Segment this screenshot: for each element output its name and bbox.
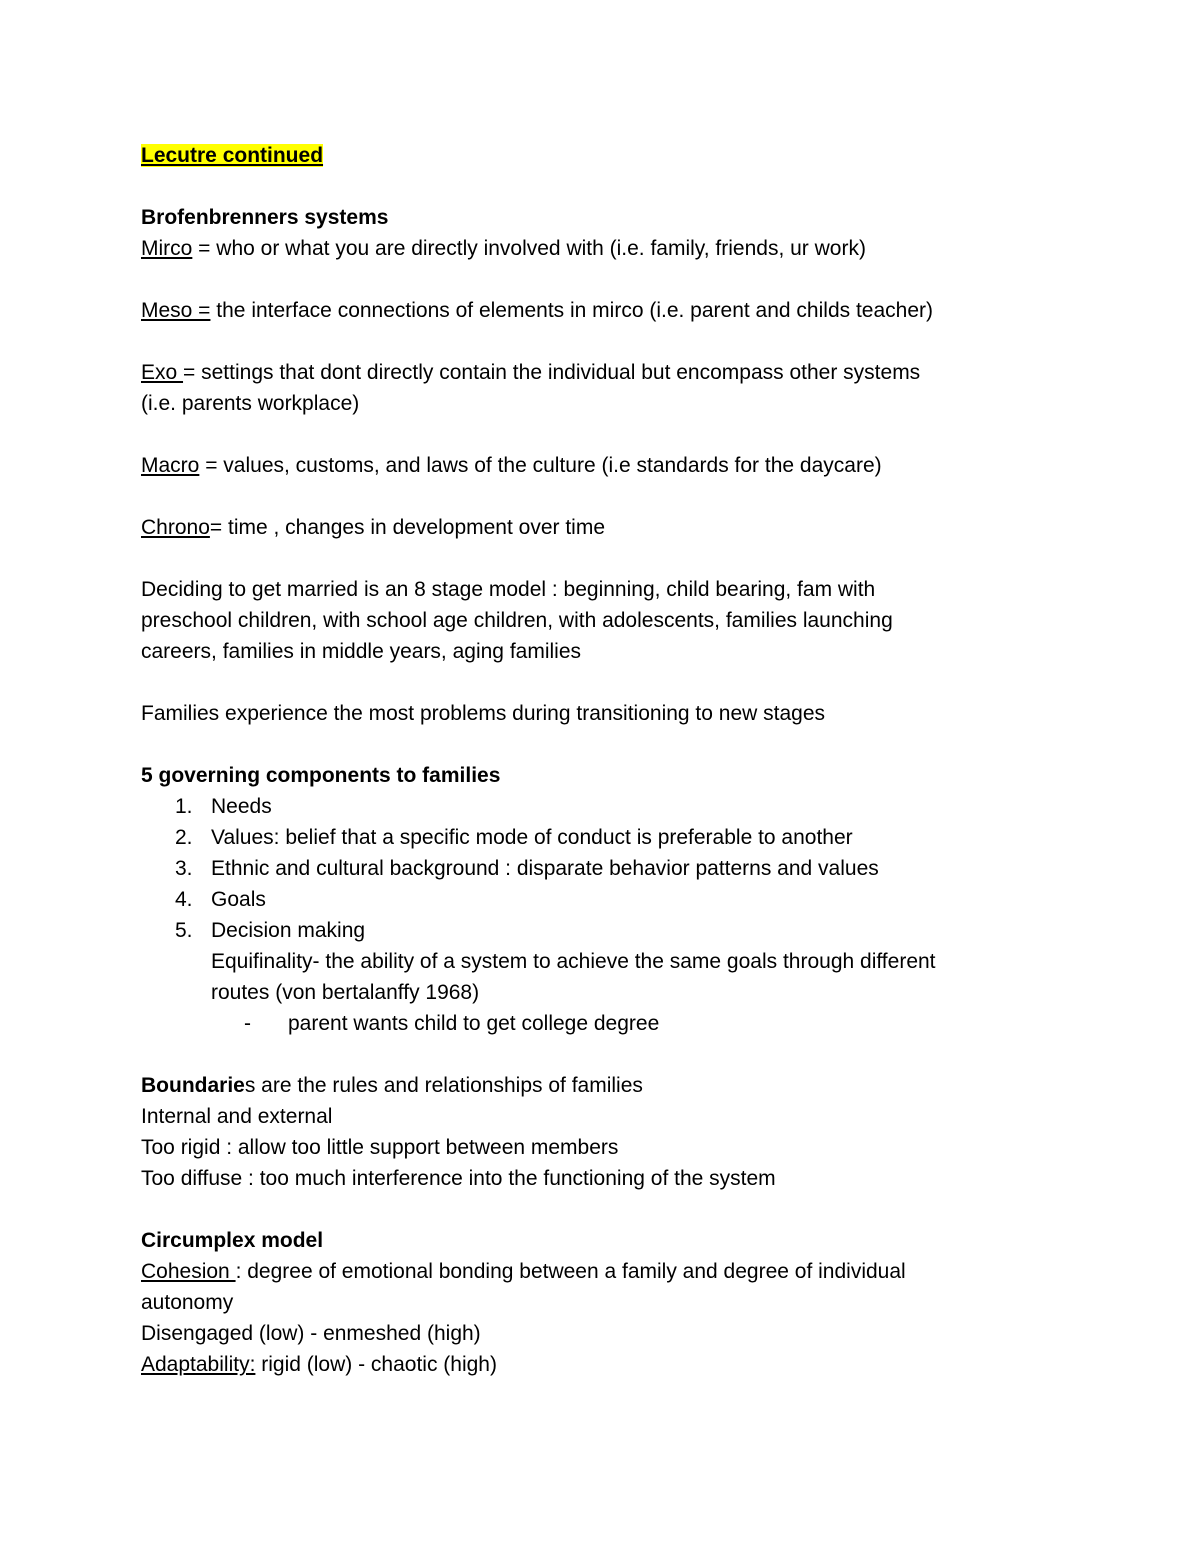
boundaries-line [141, 1070, 1081, 1101]
boundaries-line-4: Too diffuse : too much interference into the functioning of the system [141, 1167, 776, 1190]
micro-line [141, 233, 1081, 264]
dash-bullet-item [141, 1008, 1081, 1039]
chrono-text: = time , changes in development over time [209, 516, 606, 539]
adaptability-text: rigid (low) - chaotic (high) [255, 1353, 497, 1376]
transition-line: Families experience the most problems during transitioning to new stages [141, 702, 826, 725]
list-number: 5. [175, 919, 193, 942]
cohesion-line-2: autonomy [141, 1291, 234, 1314]
list-number: 1. [175, 795, 193, 818]
stages-line-3: careers, families in middle years, aging families [141, 640, 582, 663]
list-number: 4. [175, 888, 193, 911]
cohesion-line [141, 1256, 1081, 1287]
dash-marker: - [244, 1012, 251, 1035]
list-text: Needs [211, 795, 272, 818]
list-item [141, 915, 1081, 946]
adaptability-term: Adaptability: [141, 1353, 256, 1376]
list-item [141, 853, 1081, 884]
bronfenbrenner-heading: Brofenbrenners systems [141, 206, 389, 229]
chrono-line [141, 512, 1081, 543]
equifinality-line-1: Equifinality- the ability of a system to achieve the same goals through different [211, 950, 936, 973]
dash-bullet-text: parent wants child to get college degree [288, 1012, 660, 1035]
exo-line [141, 357, 1081, 388]
equifinality-line-2: routes (von bertalanffy 1968) [211, 981, 480, 1004]
circumplex-heading: Circumplex model [141, 1229, 324, 1252]
list-item [141, 822, 1081, 853]
list-text: Decision making [211, 919, 366, 942]
list-item [141, 884, 1081, 915]
list-text: Values: belief that a specific mode of conduct is preferable to another [211, 826, 853, 849]
list-number: 3. [175, 857, 193, 880]
macro-text: = values, customs, and laws of the culture (i.e standards for the daycare) [199, 454, 882, 477]
title-highlight: Lecutre continued [141, 144, 324, 167]
cohesion-text: : degree of emotional bonding between a family and degree of individual [235, 1260, 906, 1283]
list-number: 2. [175, 826, 193, 849]
meso-text: the interface connections of elements in mirco (i.e. parent and childs teacher) [210, 299, 933, 322]
document-body [141, 140, 1081, 1380]
macro-term: Macro [141, 454, 200, 477]
stages-line-2: preschool children, with school age children, with adolescents, families launching [141, 609, 893, 632]
list-text: Goals [211, 888, 266, 911]
page-title [141, 140, 1081, 171]
cohesion-term: Cohesion [141, 1260, 236, 1283]
micro-term: Mirco [141, 237, 193, 260]
adaptability-line [141, 1349, 1081, 1380]
boundaries-term: Boundarie [141, 1074, 245, 1097]
meso-term: Meso = [141, 299, 211, 322]
list-item [141, 791, 1081, 822]
list-text: Ethnic and cultural background : disparate behavior patterns and values [211, 857, 879, 880]
boundaries-line-3: Too rigid : allow too little support between members [141, 1136, 619, 1159]
chrono-term: Chrono [141, 516, 210, 539]
disengaged-line: Disengaged (low) - enmeshed (high) [141, 1322, 481, 1345]
governing-heading: 5 governing components to families [141, 764, 501, 787]
macro-line [141, 450, 1081, 481]
boundaries-text: s are the rules and relationships of families [244, 1074, 643, 1097]
exo-term: Exo [141, 361, 184, 384]
exo-line-2: (i.e. parents workplace) [141, 392, 360, 415]
boundaries-line-2: Internal and external [141, 1105, 333, 1128]
governing-list [141, 791, 1081, 946]
stages-line-1: Deciding to get married is an 8 stage model : beginning, child bearing, fam with [141, 578, 876, 601]
exo-text: = settings that dont directly contain the individual but encompass other systems [183, 361, 921, 384]
meso-line [141, 295, 1081, 326]
micro-text: = who or what you are directly involved with (i.e. family, friends, ur work) [192, 237, 866, 260]
